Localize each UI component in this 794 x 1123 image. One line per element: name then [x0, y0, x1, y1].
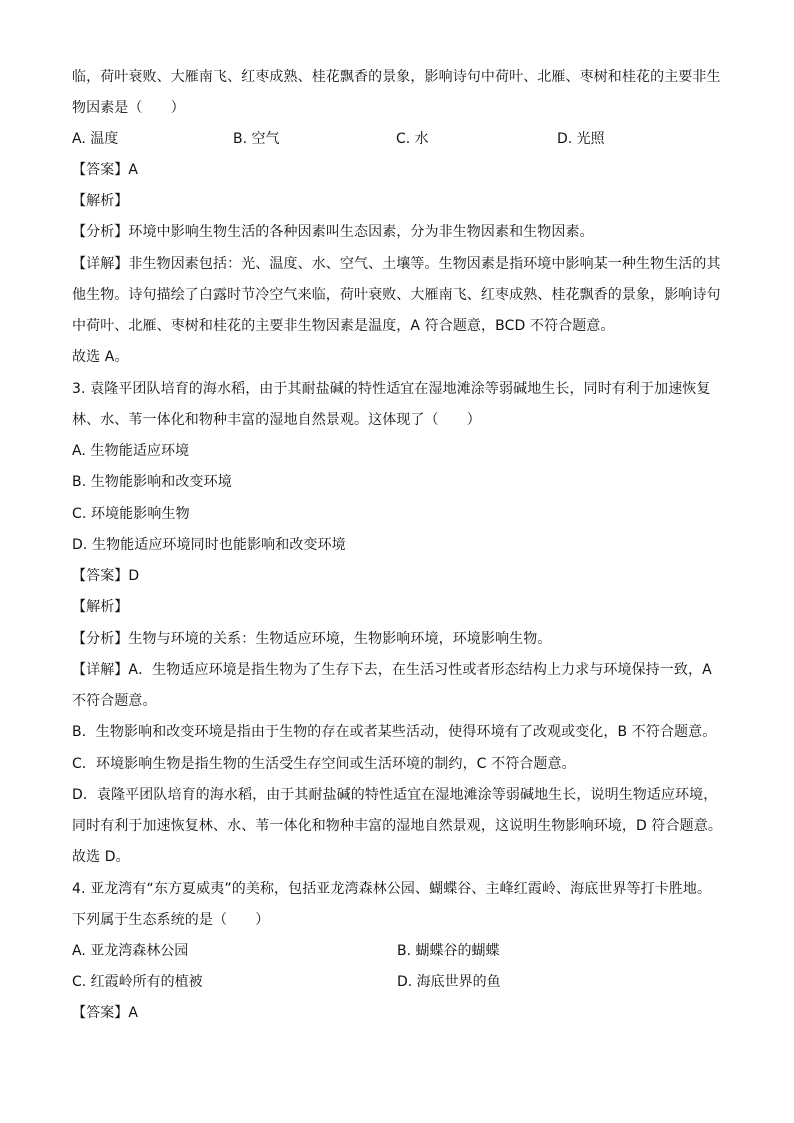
q3-option-a: A. 生物能适应环境 [72, 443, 190, 459]
q3-detail-d-line-2: 同时有利于加速恢复林、水、苇一体化和物种丰富的湿地自然景观，这说明生物影响环境，D 符合题意。 [72, 818, 722, 834]
q3-stem-line-1: 3. 袁隆平团队培育的海水稻，由于其耐盐碱的特性适宜在湿地滩涂等弱碱地生长，同时有利于加速恢复 [72, 381, 711, 397]
q2-detail-line-1: 【详解】非生物因素包括：光、温度、水、空气、土壤等。生物因素是指环境中影响某一种生物生活的其 [72, 256, 721, 272]
q4-option-d: D. 海底世界的鱼 [397, 974, 501, 990]
q2-choose: 故选 A。 [72, 349, 129, 365]
q3-choose: 故选 D。 [72, 849, 130, 865]
q2-detail-line-3: 中荷叶、北雁、枣树和桂花的主要非生物因素是温度，A 符合题意，BCD 不符合题意。 [72, 318, 615, 334]
q2-option-a: A. 温度 [72, 131, 119, 147]
q4-stem-line-2: 下列属于生态系统的是（ ） [72, 912, 270, 928]
q2-option-d: D. 光照 [557, 131, 605, 147]
q4-stem-line-1: 4. 亚龙湾有“东方夏威夷”的美称，包括亚龙湾森林公园、蝴蝶谷、主峰红霞岭、海底世界等打卡胜地。 [72, 881, 712, 897]
q4-answer: 【答案】A [72, 1005, 139, 1021]
q3-jiexi-label: 【解析】 [72, 599, 129, 615]
q3-detail-line-2: 不符合题意。 [72, 693, 157, 709]
q4-option-b: B. 蝴蝶谷的蝴蝶 [397, 943, 500, 959]
q3-answer: 【答案】D [72, 568, 140, 584]
q3-detail-line-1: 【详解】A．生物适应环境是指生物为了生存下去，在生活习性或者形态结构上力求与环境保持一致，A [72, 662, 712, 678]
q3-stem-line-2: 林、水、苇一体化和物种丰富的湿地自然景观。这体现了（ ） [72, 412, 481, 428]
q2-detail-line-2: 他生物。诗句描绘了白露时节冷空气来临，荷叶衰败、大雁南飞、红枣成熟、桂花飘香的景象，影响诗句 [72, 287, 721, 303]
q2-option-c: C. 水 [396, 131, 429, 147]
q2-analysis: 【分析】环境中影响生物生活的各种因素叫生态因素，分为非生物因素和生物因素。 [72, 224, 594, 240]
q4-option-c: C. 红霞岭所有的植被 [72, 974, 203, 990]
q2-jiexi-label: 【解析】 [72, 193, 129, 209]
q3-option-b: B. 生物能影响和改变环境 [72, 474, 232, 490]
q3-detail-d-line-1: D．袁隆平团队培育的海水稻，由于其耐盐碱的特性适宜在湿地滩涂等弱碱地生长，说明生物适应环境， [72, 787, 718, 803]
q3-detail-b: B．生物影响和改变环境是指由于生物的存在或者某些活动，使得环境有了改观或变化，B 不符合题意。 [72, 724, 717, 740]
q2-option-b: B. 空气 [233, 131, 280, 147]
q3-analysis: 【分析】生物与环境的关系：生物适应环境，生物影响环境，环境影响生物。 [72, 631, 552, 647]
q2-stem-line-2: 物因素是（ ） [72, 100, 185, 116]
q2-answer: 【答案】A [72, 162, 139, 178]
q3-option-d: D. 生物能适应环境同时也能影响和改变环境 [72, 537, 346, 553]
q3-detail-c: C．环境影响生物是指生物的生活受生存空间或生活环境的制约，C 不符合题意。 [72, 756, 576, 772]
q4-option-a: A. 亚龙湾森林公园 [72, 943, 189, 959]
q2-stem-line-1: 临，荷叶衰败、大雁南飞、红枣成熟、桂花飘香的景象，影响诗句中荷叶、北雁、枣树和桂花的主要非生 [72, 69, 721, 85]
q3-option-c: C. 环境能影响生物 [72, 506, 190, 522]
